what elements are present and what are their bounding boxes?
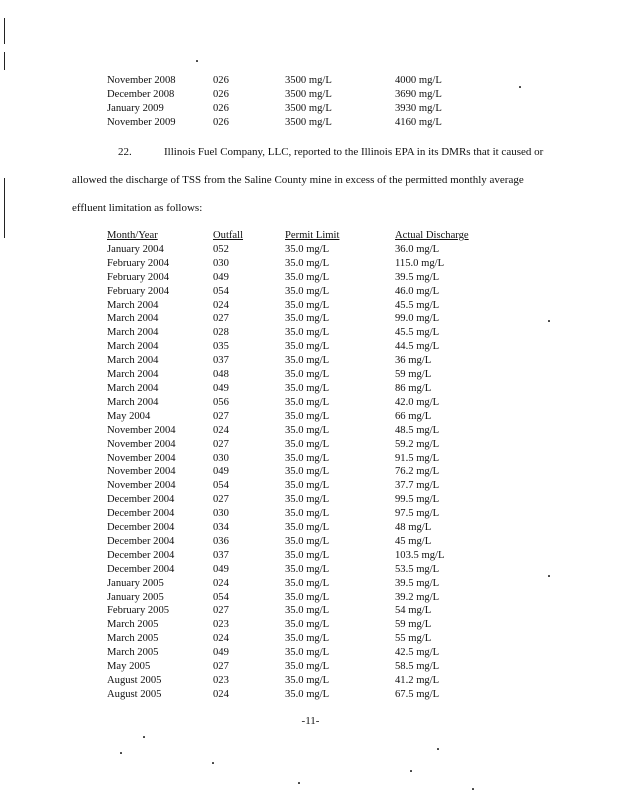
- cell-permit-limit: 35.0 mg/L: [285, 299, 330, 311]
- table-row: [107, 549, 505, 563]
- scan-speck: [548, 320, 550, 322]
- top-discharge-table: [107, 74, 505, 130]
- cell-actual-discharge: 99.5 mg/L: [395, 494, 440, 506]
- table-row: [107, 74, 505, 88]
- table-row: [107, 102, 505, 116]
- cell-outfall: 027: [213, 494, 229, 506]
- cell-actual-discharge: 36 mg/L: [395, 355, 432, 367]
- table-header-row: [107, 229, 505, 243]
- cell-actual-discharge: 39.5 mg/L: [395, 577, 440, 589]
- table-row: [107, 312, 505, 326]
- cell-actual-discharge: 67.5 mg/L: [395, 688, 440, 700]
- cell-month-year: November 2008: [107, 75, 176, 86]
- cell-outfall: 024: [213, 299, 229, 311]
- cell-month-year: March 2004: [107, 299, 159, 311]
- cell-outfall: 030: [213, 452, 229, 464]
- cell-month-year: January 2004: [107, 243, 164, 255]
- cell-actual-discharge: 58.5 mg/L: [395, 661, 440, 673]
- cell-month-year: February 2004: [107, 271, 170, 283]
- cell-permit-limit: 35.0 mg/L: [285, 243, 330, 255]
- cell-actual-discharge: 46.0 mg/L: [395, 285, 440, 297]
- cell-month-year: November 2009: [107, 116, 176, 128]
- cell-outfall: 056: [213, 396, 229, 408]
- paragraph-22: [72, 138, 552, 222]
- table-row: [107, 368, 505, 382]
- header-permit-limit: Permit Limit: [285, 230, 340, 241]
- cell-permit-limit: 35.0 mg/L: [285, 438, 330, 450]
- cell-actual-discharge: 45.5 mg/L: [395, 327, 440, 339]
- cell-permit-limit: 35.0 mg/L: [285, 675, 330, 686]
- table-row: [107, 438, 505, 452]
- cell-actual-discharge: 3930 mg/L: [395, 102, 442, 114]
- cell-permit-limit: 35.0 mg/L: [285, 327, 330, 339]
- cell-actual-discharge: 54 mg/L: [395, 605, 432, 617]
- cell-permit-limit: 35.0 mg/L: [285, 466, 330, 478]
- cell-outfall: 024: [213, 688, 229, 700]
- scan-speck: [519, 86, 521, 88]
- cell-actual-discharge: 48.5 mg/L: [395, 424, 440, 436]
- cell-month-year: March 2004: [107, 355, 159, 367]
- table-row: [107, 688, 505, 702]
- cell-permit-limit: 35.0 mg/L: [285, 396, 330, 408]
- cell-month-year: March 2004: [107, 327, 159, 339]
- cell-outfall: 028: [213, 327, 229, 339]
- table-row: [107, 521, 505, 535]
- cell-outfall: 023: [213, 675, 229, 686]
- cell-outfall: 037: [213, 355, 229, 367]
- cell-month-year: March 2005: [107, 619, 159, 631]
- table-row: [107, 507, 505, 521]
- cell-permit-limit: 3500 mg/L: [285, 116, 332, 128]
- cell-outfall: 054: [213, 285, 229, 297]
- cell-month-year: November 2004: [107, 480, 176, 492]
- cell-actual-discharge: 59 mg/L: [395, 619, 432, 631]
- cell-permit-limit: 35.0 mg/L: [285, 508, 330, 520]
- margin-mark: [4, 52, 5, 70]
- cell-month-year: December 2004: [107, 535, 175, 547]
- table-row: [107, 479, 505, 493]
- cell-outfall: 034: [213, 522, 229, 534]
- cell-actual-discharge: 4000 mg/L: [395, 75, 442, 86]
- cell-month-year: March 2004: [107, 313, 159, 325]
- page-number: -11-: [301, 715, 320, 727]
- cell-month-year: March 2004: [107, 341, 159, 353]
- cell-outfall: 027: [213, 410, 229, 422]
- cell-actual-discharge: 91.5 mg/L: [395, 452, 440, 464]
- cell-actual-discharge: 4160 mg/L: [395, 116, 442, 128]
- cell-outfall: 024: [213, 577, 229, 589]
- cell-month-year: December 2004: [107, 563, 175, 575]
- cell-actual-discharge: 53.5 mg/L: [395, 563, 440, 575]
- cell-actual-discharge: 39.5 mg/L: [395, 271, 440, 283]
- header-outfall: Outfall: [213, 230, 244, 241]
- table-row: [107, 354, 505, 368]
- scan-speck: [472, 788, 474, 790]
- cell-month-year: December 2004: [107, 508, 175, 520]
- cell-permit-limit: 35.0 mg/L: [285, 341, 330, 353]
- cell-outfall: 035: [213, 341, 229, 353]
- tss-exceedance-table: [107, 229, 505, 702]
- scan-speck: [298, 782, 300, 784]
- cell-outfall: 027: [213, 661, 229, 673]
- scan-speck: [548, 575, 550, 577]
- table-row: [107, 424, 505, 438]
- table-row: [107, 299, 505, 313]
- cell-actual-discharge: 37.7 mg/L: [395, 480, 440, 492]
- cell-actual-discharge: 41.2 mg/L: [395, 675, 440, 686]
- cell-month-year: November 2004: [107, 438, 176, 450]
- cell-outfall: 049: [213, 466, 229, 478]
- cell-permit-limit: 35.0 mg/L: [285, 688, 330, 700]
- scan-speck: [410, 770, 412, 772]
- cell-actual-discharge: 45 mg/L: [395, 535, 432, 547]
- cell-permit-limit: 35.0 mg/L: [285, 633, 330, 645]
- paragraph-text: Illinois Fuel Company, LLC, reported to the Illinois EPA in its DMRs that it caused or allowed the discharge of TSS from the Saline County mine in excess of the permitted monthly average effluent limitation as follows:: [72, 146, 544, 214]
- table-row: [107, 646, 505, 660]
- cell-permit-limit: 3500 mg/L: [285, 75, 332, 86]
- table-row: [107, 535, 505, 549]
- table-row: [107, 116, 505, 130]
- table-row: [107, 465, 505, 479]
- cell-actual-discharge: 66 mg/L: [395, 410, 432, 422]
- cell-permit-limit: 35.0 mg/L: [285, 591, 330, 603]
- cell-month-year: March 2004: [107, 382, 159, 394]
- cell-outfall: 037: [213, 549, 229, 561]
- cell-month-year: August 2005: [107, 688, 162, 700]
- table-row: [107, 257, 505, 271]
- cell-permit-limit: 3500 mg/L: [285, 88, 332, 100]
- cell-permit-limit: 35.0 mg/L: [285, 577, 330, 589]
- cell-permit-limit: 35.0 mg/L: [285, 619, 330, 631]
- cell-permit-limit: 35.0 mg/L: [285, 271, 330, 283]
- paragraph-number: 22.: [118, 146, 132, 158]
- cell-month-year: November 2004: [107, 466, 176, 478]
- scan-speck: [120, 752, 122, 754]
- cell-month-year: January 2005: [107, 577, 164, 589]
- table-row: [107, 396, 505, 410]
- cell-permit-limit: 35.0 mg/L: [285, 313, 330, 325]
- table-row: [107, 577, 505, 591]
- cell-permit-limit: 35.0 mg/L: [285, 452, 330, 464]
- cell-month-year: March 2005: [107, 647, 159, 659]
- table-row: [107, 674, 505, 688]
- cell-outfall: 027: [213, 605, 229, 617]
- cell-permit-limit: 35.0 mg/L: [285, 480, 330, 492]
- cell-outfall: 024: [213, 633, 229, 645]
- cell-permit-limit: 35.0 mg/L: [285, 535, 330, 547]
- cell-outfall: 023: [213, 619, 229, 631]
- cell-permit-limit: 35.0 mg/L: [285, 549, 330, 561]
- cell-permit-limit: 35.0 mg/L: [285, 257, 330, 269]
- scan-speck: [437, 748, 439, 750]
- margin-mark: [4, 178, 5, 238]
- cell-outfall: 049: [213, 647, 229, 659]
- table-row: [107, 660, 505, 674]
- cell-month-year: August 2005: [107, 675, 162, 686]
- cell-actual-discharge: 103.5 mg/L: [395, 549, 445, 561]
- cell-month-year: November 2004: [107, 452, 176, 464]
- cell-permit-limit: 35.0 mg/L: [285, 522, 330, 534]
- cell-outfall: 049: [213, 563, 229, 575]
- table-row: [107, 563, 505, 577]
- header-actual-discharge: Actual Discharge: [395, 230, 469, 241]
- cell-outfall: 030: [213, 257, 229, 269]
- cell-permit-limit: 3500 mg/L: [285, 102, 332, 114]
- table-row: [107, 632, 505, 646]
- cell-outfall: 027: [213, 438, 229, 450]
- cell-outfall: 026: [213, 102, 229, 114]
- cell-permit-limit: 35.0 mg/L: [285, 382, 330, 394]
- table-row: [107, 618, 505, 632]
- cell-actual-discharge: 36.0 mg/L: [395, 243, 440, 255]
- cell-month-year: December 2004: [107, 549, 175, 561]
- cell-actual-discharge: 86 mg/L: [395, 382, 432, 394]
- cell-outfall: 026: [213, 116, 229, 128]
- cell-actual-discharge: 59 mg/L: [395, 369, 432, 381]
- table-row: [107, 326, 505, 340]
- cell-outfall: 048: [213, 369, 229, 381]
- cell-outfall: 049: [213, 382, 229, 394]
- cell-permit-limit: 35.0 mg/L: [285, 410, 330, 422]
- table-row: [107, 340, 505, 354]
- cell-month-year: February 2005: [107, 605, 170, 617]
- header-month-year: Month/Year: [107, 230, 158, 241]
- cell-outfall: 026: [213, 88, 229, 100]
- table-row: [107, 88, 505, 102]
- cell-actual-discharge: 99.0 mg/L: [395, 313, 440, 325]
- cell-actual-discharge: 44.5 mg/L: [395, 341, 440, 353]
- cell-actual-discharge: 39.2 mg/L: [395, 591, 440, 603]
- cell-permit-limit: 35.0 mg/L: [285, 369, 330, 381]
- cell-month-year: May 2005: [107, 661, 151, 673]
- cell-actual-discharge: 55 mg/L: [395, 633, 432, 645]
- table-row: [107, 591, 505, 605]
- cell-month-year: March 2004: [107, 369, 159, 381]
- table-row: [107, 493, 505, 507]
- cell-outfall: 026: [213, 75, 229, 86]
- cell-permit-limit: 35.0 mg/L: [285, 424, 330, 436]
- table-row: [107, 271, 505, 285]
- table-row: [107, 243, 505, 257]
- cell-outfall: 027: [213, 313, 229, 325]
- cell-actual-discharge: 42.5 mg/L: [395, 647, 440, 659]
- scan-speck: [143, 736, 145, 738]
- cell-actual-discharge: 59.2 mg/L: [395, 438, 440, 450]
- table-row: [107, 604, 505, 618]
- cell-month-year: January 2005: [107, 591, 164, 603]
- cell-month-year: January 2009: [107, 102, 164, 114]
- table-row: [107, 410, 505, 424]
- cell-actual-discharge: 97.5 mg/L: [395, 508, 440, 520]
- cell-outfall: 024: [213, 424, 229, 436]
- cell-permit-limit: 35.0 mg/L: [285, 605, 330, 617]
- cell-outfall: 052: [213, 243, 229, 255]
- table-row: [107, 285, 505, 299]
- cell-month-year: March 2004: [107, 396, 159, 408]
- table-row: [107, 382, 505, 396]
- cell-permit-limit: 35.0 mg/L: [285, 494, 330, 506]
- cell-actual-discharge: 115.0 mg/L: [395, 257, 445, 269]
- cell-month-year: May 2004: [107, 410, 151, 422]
- cell-month-year: February 2004: [107, 285, 170, 297]
- cell-permit-limit: 35.0 mg/L: [285, 563, 330, 575]
- cell-actual-discharge: 45.5 mg/L: [395, 299, 440, 311]
- cell-outfall: 054: [213, 591, 229, 603]
- cell-month-year: December 2008: [107, 88, 175, 100]
- cell-month-year: March 2005: [107, 633, 159, 645]
- cell-outfall: 036: [213, 535, 229, 547]
- cell-month-year: February 2004: [107, 257, 170, 269]
- cell-month-year: December 2004: [107, 522, 175, 534]
- cell-permit-limit: 35.0 mg/L: [285, 285, 330, 297]
- cell-actual-discharge: 3690 mg/L: [395, 88, 442, 100]
- margin-mark: [4, 18, 5, 44]
- table-row: [107, 452, 505, 466]
- cell-outfall: 049: [213, 271, 229, 283]
- scan-speck: [196, 60, 198, 62]
- cell-actual-discharge: 76.2 mg/L: [395, 466, 440, 478]
- cell-permit-limit: 35.0 mg/L: [285, 355, 330, 367]
- cell-actual-discharge: 48 mg/L: [395, 522, 432, 534]
- cell-permit-limit: 35.0 mg/L: [285, 647, 330, 659]
- cell-outfall: 054: [213, 480, 229, 492]
- cell-outfall: 030: [213, 508, 229, 520]
- scan-speck: [212, 762, 214, 764]
- cell-actual-discharge: 42.0 mg/L: [395, 396, 440, 408]
- cell-month-year: November 2004: [107, 424, 176, 436]
- cell-permit-limit: 35.0 mg/L: [285, 661, 330, 673]
- cell-month-year: December 2004: [107, 494, 175, 506]
